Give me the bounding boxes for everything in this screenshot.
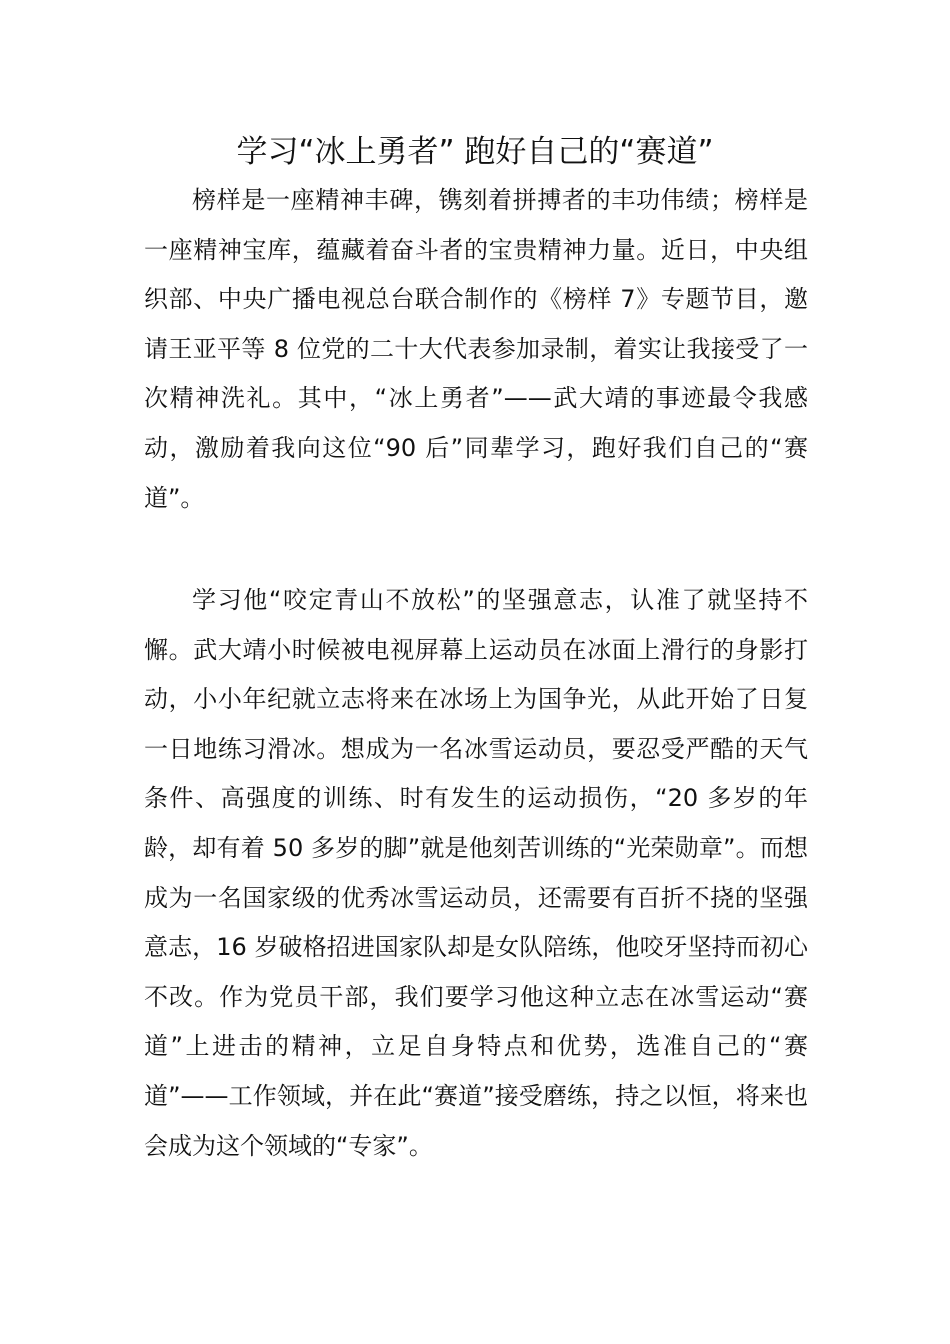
paragraph-willpower: 学习他“咬定青山不放松”的坚强意志，认准了就坚持不懈。武大靖小时候被电视屏幕上运动员在冰面上滑行的身影打动，小小年纪就立志将来在冰场上为国争光，从此开始了日复一日地练习滑冰。想成为一名冰雪运动员，要忍受严酷的天气条件、高强度的训练、时有发生的运动损伤，“20 多岁的年龄，却有着 50 多岁的脚”就是他刻苦训练的“光荣勋章”。而想成为一名国家级的优秀冰雪运动员，还需要有百折不挠的坚强意志，16 岁破格招进国家队却是女队陪练，他咬牙坚持而初心不改。作为党员干部，我们要学习他这种立志在冰雪运动“赛道”上进击的精神，立足自身特点和优势，选准自己的“赛道”——工作领域，并在此“赛道”接受磨练，持之以恒，将来也会成为这个领域的“专家”。 <box>144 586 808 1160</box>
paragraph-intro: 榜样是一座精神丰碑，镌刻着拼搏者的丰功伟绩；榜样是一座精神宝库，蕴藏着奋斗者的宝贵精神力量。近日，中央组织部、中央广播电视总台联合制作的《榜样 7》专题节目，邀请王亚平等 8 位党的二十大代表参加录制，着实让我接受了一次精神洗礼。其中，“冰上勇者”——武大靖的事迹最令我感动，激励着我向这位“90 后”同辈学习，跑好我们自己的“赛道”。 <box>144 186 808 512</box>
document-title: 学习“冰上勇者” 跑好自己的“赛道” <box>236 134 714 170</box>
